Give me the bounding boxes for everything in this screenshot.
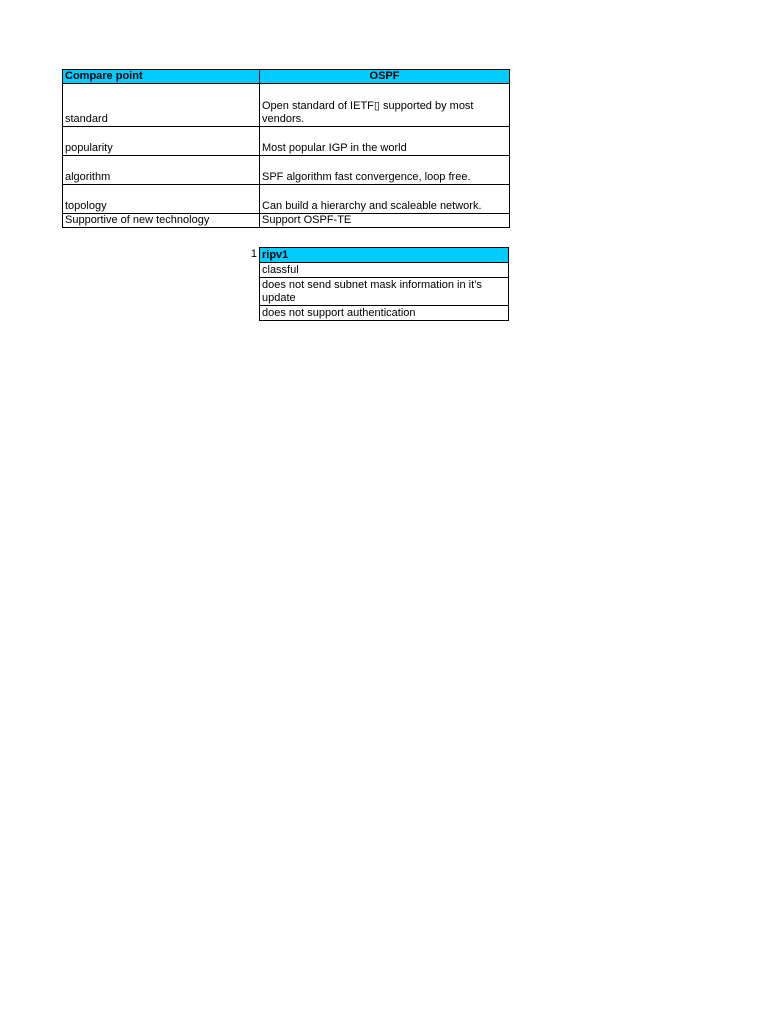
table-row — [63, 156, 510, 185]
ripv1-table — [259, 247, 509, 321]
compare-table-header-row — [63, 70, 510, 84]
table-row — [63, 127, 510, 156]
table-row — [63, 185, 510, 214]
compare-point-cell: algorithm — [63, 156, 260, 185]
compare-table — [62, 69, 510, 228]
list-item — [260, 306, 509, 321]
ospf-cell: Most popular IGP in the world — [260, 127, 510, 156]
ospf-cell: SPF algorithm fast convergence, loop free. — [260, 156, 510, 185]
list-item — [260, 278, 509, 306]
compare-point-cell: topology — [63, 185, 260, 214]
header-ospf: OSPF — [260, 70, 510, 84]
ripv1-header-row — [260, 248, 509, 263]
ripv1-feature-cell: does not send subnet mask information in it’s update — [260, 278, 509, 306]
compare-point-cell: Supportive of new technology — [63, 214, 260, 228]
compare-point-cell: standard — [63, 84, 260, 127]
table-row — [63, 84, 510, 127]
header-compare-point: Compare point — [63, 70, 260, 84]
ripv1-feature-cell: does not support authentication — [260, 306, 509, 321]
compare-point-cell: popularity — [63, 127, 260, 156]
table-row — [63, 214, 510, 228]
list-item — [260, 263, 509, 278]
row-number: 1 — [250, 248, 257, 260]
ospf-cell: Open standard of IETF▯ supported by most vendors. — [260, 84, 510, 127]
ripv1-feature-cell: classful — [260, 263, 509, 278]
ospf-cell: Can build a hierarchy and scaleable network. — [260, 185, 510, 214]
ripv1-header: ripv1 — [260, 248, 509, 263]
ospf-cell: Support OSPF-TE — [260, 214, 510, 228]
